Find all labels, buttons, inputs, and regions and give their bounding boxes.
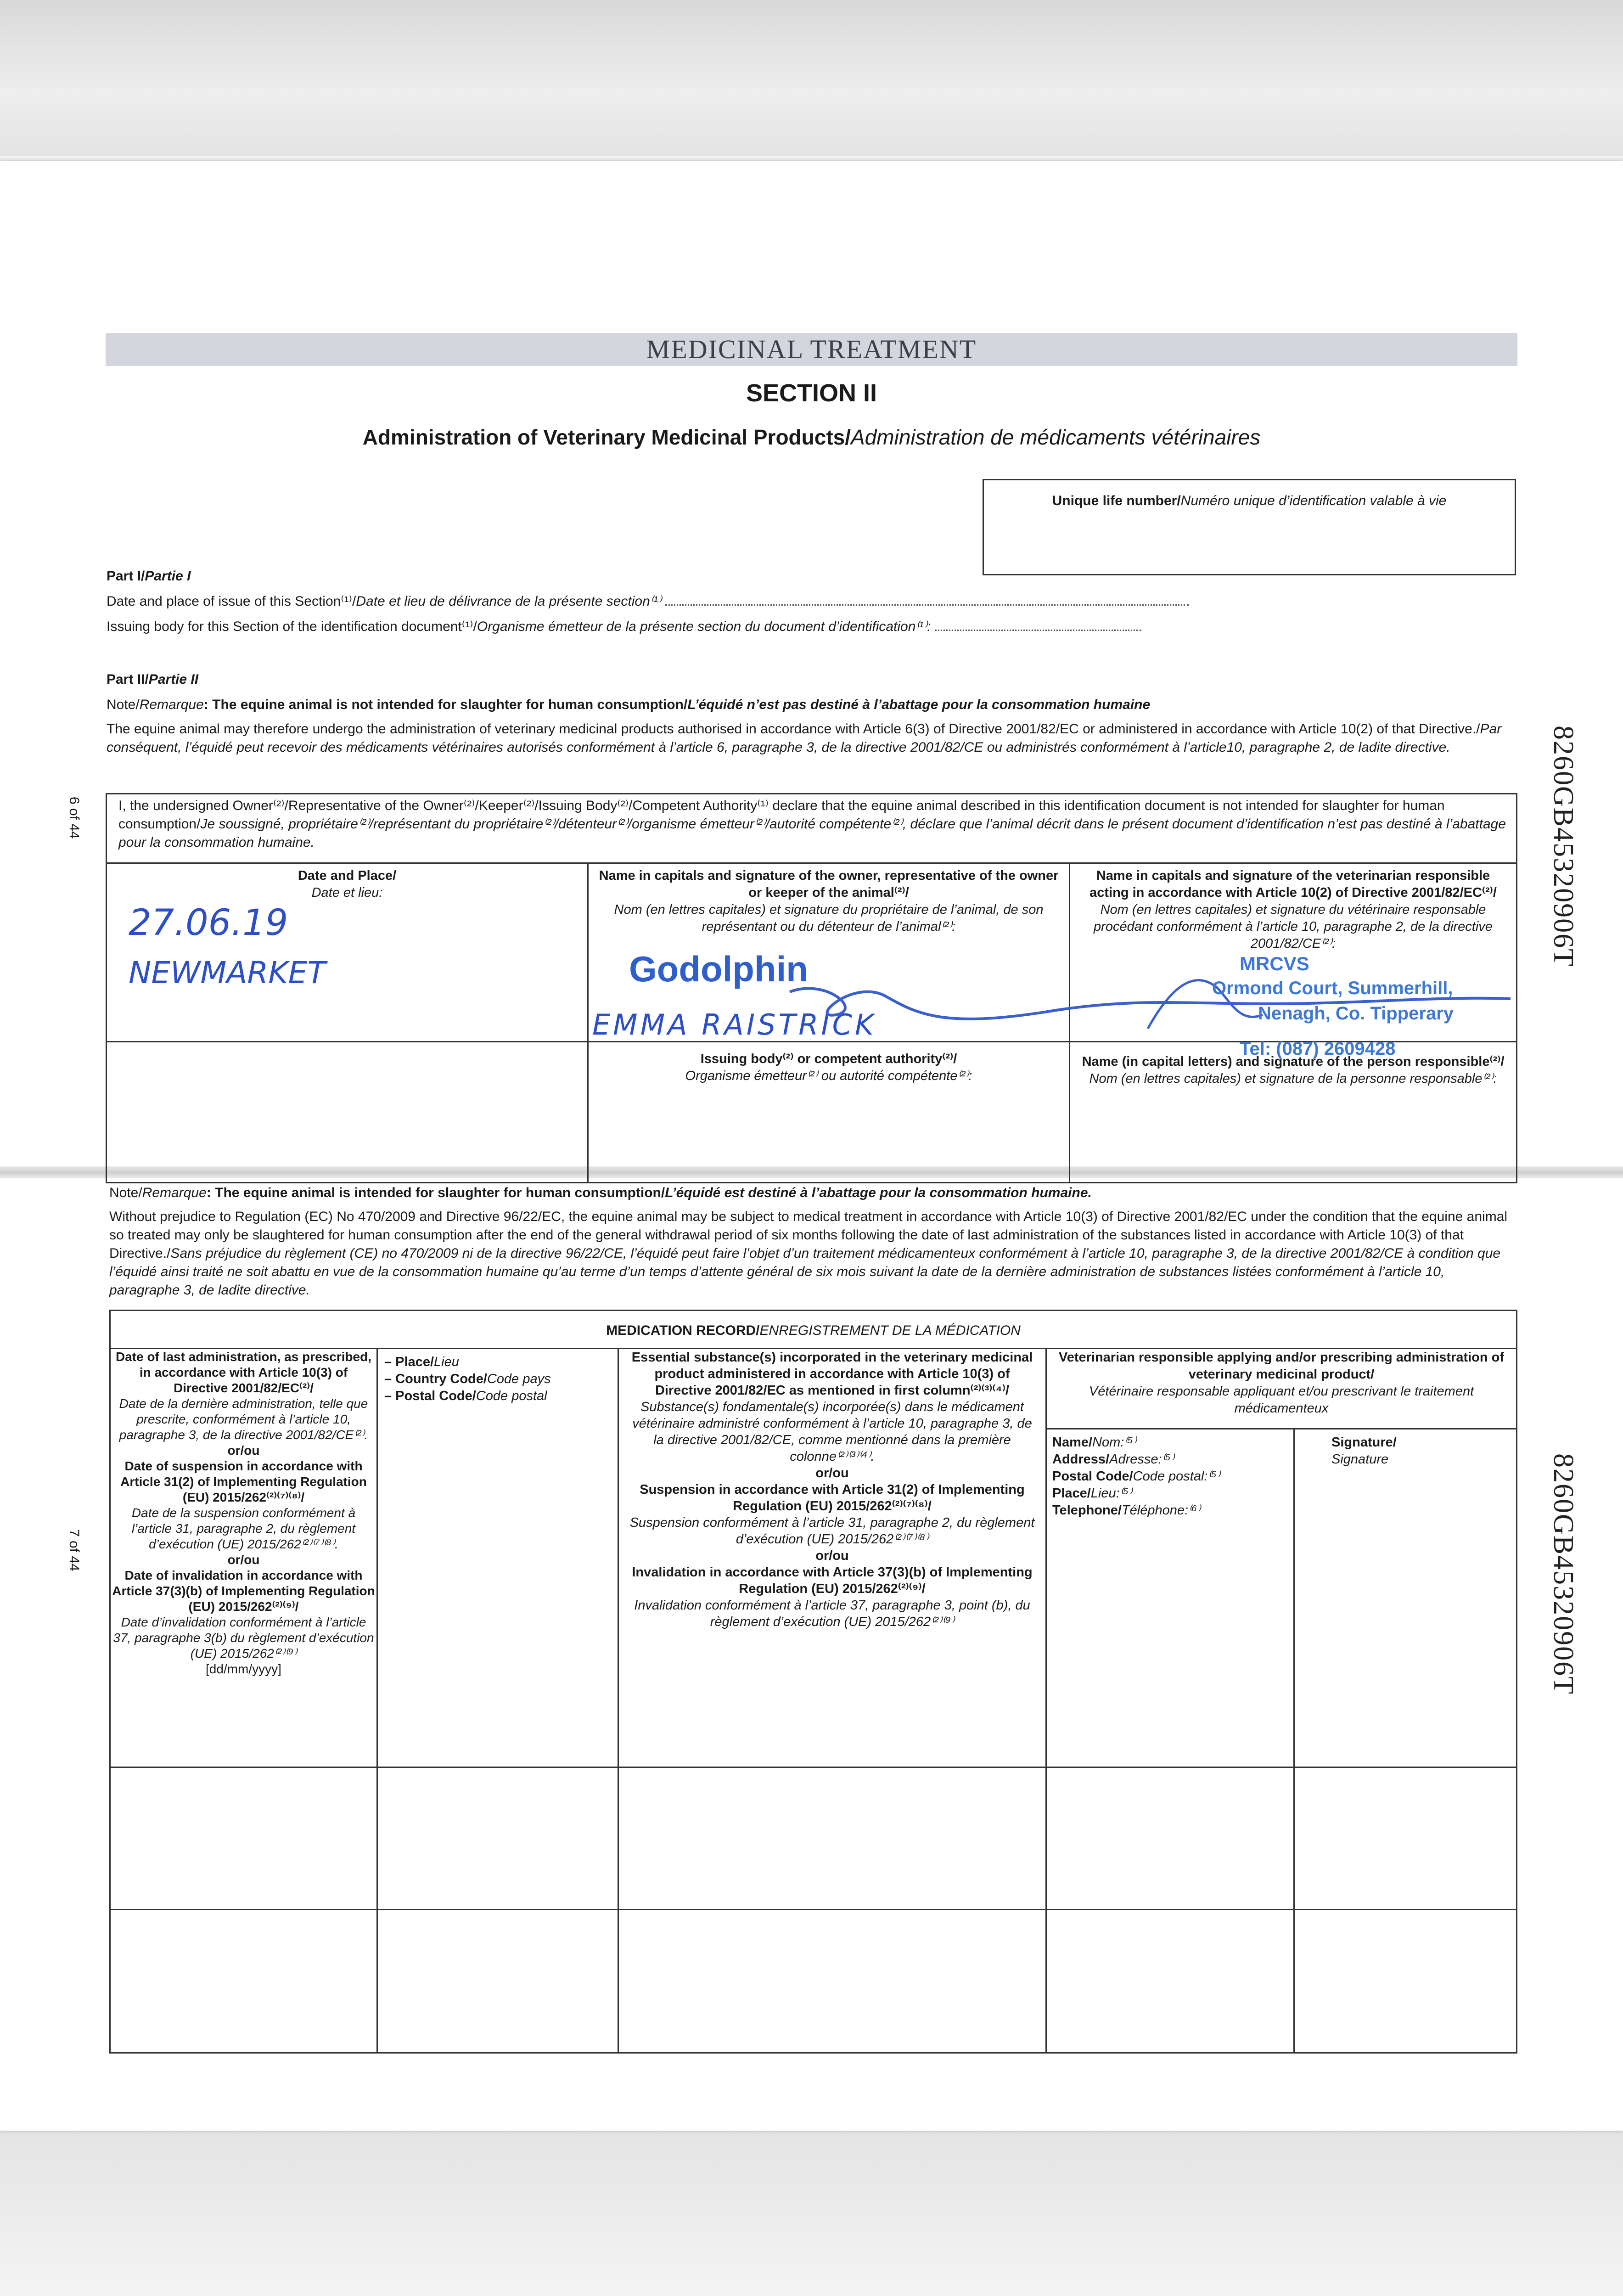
date-column-header: Date of last administration, as prescribed, in accordance with Article 10(3) of Directive 2001/82/EC⁽²⁾/ Date de la dernière administration, telle que prescrite, conformément à l’article 10, paragraphe 3, de la directive 2001/82/CE⁽²⁾. or/ou Date of suspension in accordance with Article 31(2) of Implementing Regulation (EU) 2015/262⁽²⁾⁽⁷⁾⁽⁸⁾/ Date de la suspension conformément à l’article 31, paragraphe 2, du règlement d’exécution (UE) 2015/262⁽²⁾⁽⁷⁾⁽⁸⁾. or/ou Date of invalidation in accordance with Article 37(3)(b) of Implementing Regulation (EU) 2015/262⁽²⁾⁽⁹⁾/ Date d’invalidation conformément à l’article 37, paragraphe 3(b) du règlement d’exécution (UE) 2015/262⁽²⁾⁽⁹⁾ [dd/mm/yyyy] — [109, 1348, 378, 1768]
owner-stamp: Godolphin — [629, 949, 808, 989]
page-number-top: 6 of 44 — [67, 797, 82, 839]
vet-stamp-line2: Ormond Court, Summerhill, — [1212, 978, 1453, 998]
slaughter-note: Note/Remarque: The equine animal is intended for slaughter for human consumption/L’équidé est destiné à l’abattage pour la consommation humaine. — [109, 1185, 1092, 1200]
vet-signature-cell: Name in capitals and signature of the veterinarian responsible acting in accordance with Article 10(2) of Directive 2001/82/EC⁽²⁾/ Nom (en lettres capitales) et signature du vétérinaire responsable procédant conformément à l’article 10, paragraphe 2, de la directive 2001/82/CE⁽²⁾: — [1069, 862, 1517, 1042]
vet-stamp-line1: MRCVS — [1240, 953, 1309, 974]
record-row-1-substance — [618, 1767, 1047, 1910]
record-row-2-vet — [1045, 1909, 1295, 2054]
medication-record-title: MEDICATION RECORD/ENREGISTREMENT DE LA MÉDICATION — [606, 1323, 1021, 1338]
part1-issuing-body: Issuing body for this Section of the identification document⁽¹⁾/Organisme émetteur de la présente section du document d’identification⁽¹⁾: — [107, 618, 1141, 636]
scanner-bottom-edge — [0, 2131, 1623, 2296]
record-row-1-signature — [1293, 1767, 1517, 1910]
passport-id-bottom: 8260GB45320906T — [1548, 1453, 1579, 1695]
vet-stamp-line3: Nenagh, Co. Tipperary — [1258, 1003, 1454, 1024]
record-row-1-place — [376, 1767, 619, 1910]
part2-note: Note/Remarque: The equine animal is not intended for slaughter for human consumption/L’équidé n’est pas destiné à l’abattage pour la consommation humaine — [107, 697, 1151, 712]
declaration-text: I, the undersigned Owner⁽²⁾/Representative of the Owner⁽²⁾/Keeper⁽²⁾/Issuing Body⁽²⁾/Competent Authority⁽¹⁾ declare that the equine animal described in this identification document is not intended for slaughter for human consumption/Je soussigné, propriétaire⁽²⁾/représentant du propriétaire⁽²⁾/détenteur⁽²⁾/organisme émetteur⁽²⁾/autorité compétente⁽²⁾, déclare que l’animal décrit dans le présent document d’identification n’est pas destiné à l’abattage pour la consommation humaine. — [118, 798, 1506, 850]
record-row-2-signature — [1293, 1909, 1517, 2054]
substance-column-header: Essential substance(s) incorporated in the veterinary medicinal product administered in accordance with Article 10(3) of Directive 2001/82/EC as mentioned in first column⁽²⁾⁽³⁾⁽⁴⁾/ Substance(s) fondamentale(s) incorporée(s) dans le médicament vétérinaire administré conformément à l’article 10, paragraphe 3, de la directive 2001/82/CE, comme mentionné dans la première colonne⁽²⁾⁽³⁾⁽⁴⁾. or/ou Suspension in accordance with Article 31(2) of Implementing Regulation (EU) 2015/262⁽²⁾⁽⁷⁾⁽⁸⁾/ Suspension conformément à l’article 31, paragraphe 2, du règlement d’exécution (UE) 2015/262⁽²⁾⁽⁷⁾⁽⁸⁾ or/ou Invalidation in accordance with Article 37(3)(b) of Implementing Regulation (EU) 2015/262⁽²⁾⁽⁹⁾/ Invalidation conformément à l’article 37, paragraphe 3, point (b), du règlement d’exécution (UE) 2015/262⁽²⁾⁽⁹⁾ — [618, 1348, 1047, 1768]
record-row-2-place — [376, 1909, 619, 2054]
title-fr: Administration de médicaments vétérinaires — [851, 425, 1261, 449]
part1-date-place: Date and place of issue of this Section⁽¹⁾/Date et lieu de délivrance de la présente section⁽¹⁾ — [107, 592, 1189, 611]
scanner-top-edge — [0, 0, 1623, 156]
place-column-header: – Place/Lieu – Country Code/Code pays – Postal Code/Code postal — [376, 1348, 619, 1768]
section-title: SECTION II — [746, 379, 877, 407]
veterinarian-column-header: Veterinarian responsible applying and/or prescribing administration of veterinary medicinal product/ Vétérinaire responsable appliquant et/ou prescrivant le traitement médicamenteux — [1045, 1348, 1517, 1429]
record-row-2-date — [109, 1909, 378, 2054]
slaughter-paragraph: Without prejudice to Regulation (EC) No 470/2009 and Directive 96/22/EC, the equine animal may be subject to medical treatment in accordance with Article 10(3) of Directive 2001/82/EC under the condition that the equine animal so treated may only be slaughtered for human consumption after the end of the general withdrawal period of six months following the date of last administration of the substances listed in accordance with Article 10(3) of that Directive./Sans préjudice du règlement (CE) no 470/2009 ni de la directive 96/22/CE, l’équidé peut faire l’objet d’un traitement médicamenteux conformément à l’article 10, paragraphe 3, de la directive 2001/82/CE à condition que l’équidé ainsi traité ne soit abattu en vue de la consommation humaine qu’au terme d’un temps d’attente général de six mois suivant la date de la dernière administration de substances listées conformément à l’article 10, paragraphe 3, de ladite directive. — [109, 1209, 1508, 1298]
veterinarian-details-cell: Name/Nom:⁽⁵⁾ Address/Adresse:⁽⁵⁾ Postal Code/Code postal:⁽⁵⁾ Place/Lieu:⁽⁵⁾ Telephone/Téléphone:⁽⁶⁾ — [1045, 1428, 1295, 1768]
responsible-person-cell: Name (in capital letters) and signature of the person responsible⁽²⁾/ Nom (en lettres capitales) et signature de la personne responsable⁽²⁾: — [1069, 1041, 1517, 1183]
record-row-2-substance — [618, 1909, 1047, 2054]
part1-title: Part I/Partie I — [107, 568, 191, 584]
record-row-1-vet — [1045, 1767, 1295, 1910]
page-title — [0, 425, 1623, 450]
unique-life-number-label: Unique life number/Numéro unique d’identification valable à vie — [1052, 493, 1447, 508]
part2-title: Part II/Partie II — [107, 672, 199, 687]
issuing-body-cell: Issuing body⁽²⁾ or competent authority⁽²⁾/ Organisme émetteur⁽²⁾ ou autorité compétente⁽²⁾: — [587, 1041, 1070, 1183]
passport-id-top: 8260GB45320906T — [1548, 726, 1579, 967]
handwritten-place: NEWMARKET — [129, 955, 326, 990]
owner-signature-cell: Name in capitals and signature of the owner, representative of the owner or keeper of the animal⁽²⁾/ Nom (en lettres capitales) et signature du propriétaire de l’animal, de son représentant ou du détenteur de l’animal⁽²⁾: — [587, 862, 1070, 1042]
part2-paragraph: The equine animal may therefore undergo the administration of veterinary medicinal products authorised in accordance with Article 6(3) of Directive 2001/82/EC or administered in accordance with Article 10(2) of that Directive./Par conséquent, l’équidé peut recevoir des médicaments vétérinaires autorisés conformément à l’article 6, paragraphe 3, de la directive 2001/82/CE ou administrés conformément à l’article10, paragraphe 2, de ladite directive. — [107, 721, 1502, 755]
blank-cell — [106, 1041, 589, 1183]
record-row-1-date — [109, 1767, 378, 1910]
handwritten-date: 27.06.19 — [129, 902, 288, 944]
date-place-cell: Date and Place/ Date et lieu: — [106, 862, 589, 1042]
title-en: Administration of Veterinary Medicinal Products/ — [362, 425, 851, 449]
veterinarian-signature-cell: Signature/ Signature — [1293, 1428, 1517, 1768]
page-number-bottom: 7 of 44 — [67, 1529, 82, 1571]
handwritten-owner-name: EMMA RAISTRICK — [592, 1008, 876, 1041]
vet-stamp-line4: Tel: (087) 2609428 — [1240, 1039, 1396, 1059]
unique-life-number-box — [983, 479, 1516, 575]
medicinal-treatment-banner: MEDICINAL TREATMENT — [106, 333, 1517, 366]
